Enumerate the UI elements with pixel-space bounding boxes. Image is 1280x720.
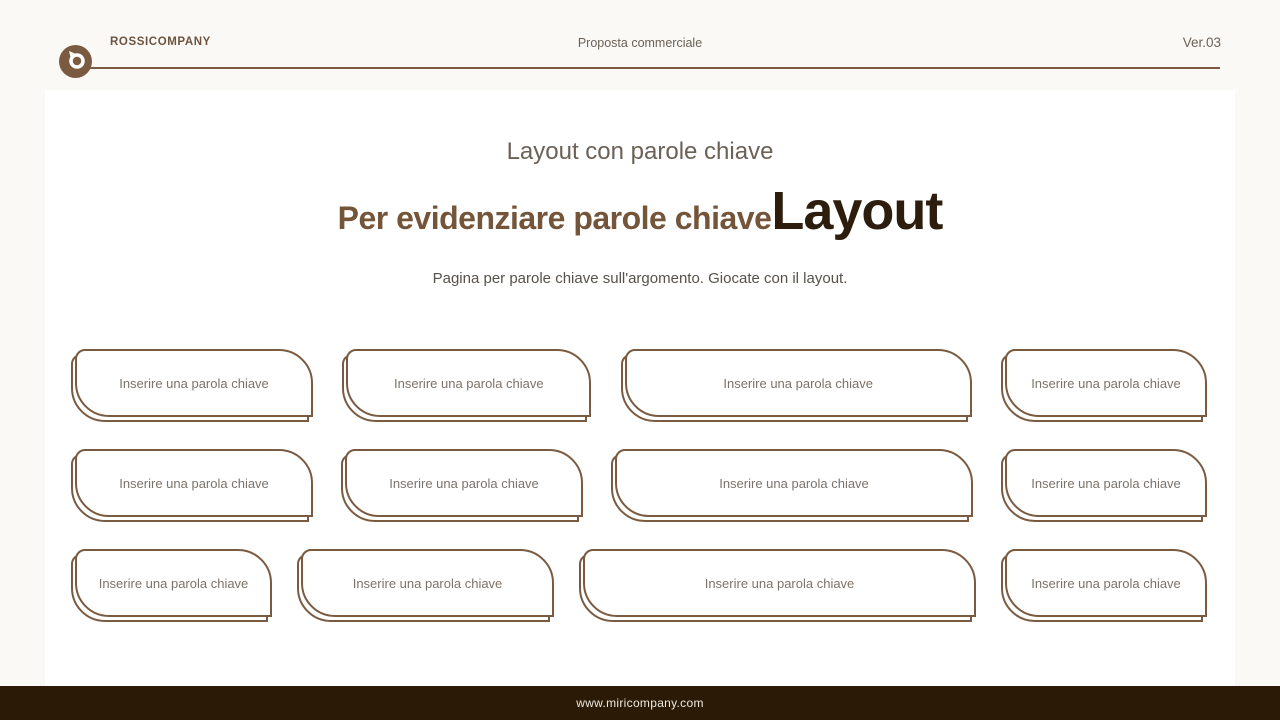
keyword-box[interactable] — [75, 349, 313, 417]
header-divider — [75, 67, 1220, 69]
keyword-box[interactable] — [1005, 349, 1207, 417]
keyword-box-face — [1005, 549, 1207, 617]
keyword-row — [75, 349, 1207, 417]
keyword-box[interactable] — [1005, 449, 1207, 517]
version-label: Ver.03 — [1182, 35, 1221, 50]
keyword-box[interactable] — [301, 549, 554, 617]
footer-bar — [0, 686, 1280, 720]
keyword-label: Inserire una parola chiave — [119, 375, 269, 391]
keyword-box[interactable] — [583, 549, 976, 617]
slide-subtitle: Pagina per parole chiave sull'argomento. Giocate con il layout. — [432, 270, 848, 287]
keyword-box[interactable] — [345, 449, 583, 517]
slide-eyebrow: Layout con parole chiave — [506, 138, 774, 165]
keyword-box[interactable] — [75, 449, 313, 517]
keyword-box-face — [345, 449, 583, 517]
keyword-row — [75, 549, 1207, 617]
document-title: Proposta commerciale — [577, 36, 703, 50]
heading-big: Layout — [771, 181, 943, 241]
keyword-box-face — [1005, 349, 1207, 417]
keyword-box-face — [583, 549, 976, 617]
keyword-box[interactable] — [1005, 549, 1207, 617]
keyword-box-face — [346, 349, 591, 417]
keyword-box-face — [301, 549, 554, 617]
keyword-label: Inserire una parola chiave — [119, 475, 269, 491]
keyword-box-face — [615, 449, 973, 517]
keyword-label: Inserire una parola chiave — [394, 375, 544, 391]
keyword-box[interactable] — [75, 549, 272, 617]
keyword-label: Inserire una parola chiave — [352, 575, 503, 591]
company-name: ROSSICOMPANY — [110, 36, 211, 48]
keyword-label: Inserire una parola chiave — [98, 575, 249, 591]
keyword-box-face — [1005, 449, 1207, 517]
keyword-grid — [75, 349, 1207, 649]
footer-url: www.miricompany.com — [576, 696, 704, 710]
keyword-label: Inserire una parola chiave — [389, 475, 539, 491]
keyword-label: Inserire una parola chiave — [704, 575, 855, 591]
keyword-box-face — [75, 549, 272, 617]
keyword-box[interactable] — [625, 349, 972, 417]
keyword-label: Inserire una parola chiave — [719, 475, 869, 491]
keyword-label: Inserire una parola chiave — [1031, 375, 1181, 391]
keyword-box[interactable] — [346, 349, 591, 417]
slide-heading — [0, 180, 1280, 242]
keyword-box-face — [75, 449, 313, 517]
keyword-label: Inserire una parola chiave — [1031, 575, 1181, 591]
keyword-label: Inserire una parola chiave — [1031, 475, 1181, 491]
header — [0, 0, 1280, 90]
keyword-label: Inserire una parola chiave — [723, 375, 873, 391]
keyword-box[interactable] — [615, 449, 973, 517]
heading-highlight: Per evidenziare parole chiave — [337, 200, 772, 236]
keyword-box-face — [75, 349, 313, 417]
keyword-row — [75, 449, 1207, 517]
keyword-box-face — [625, 349, 972, 417]
